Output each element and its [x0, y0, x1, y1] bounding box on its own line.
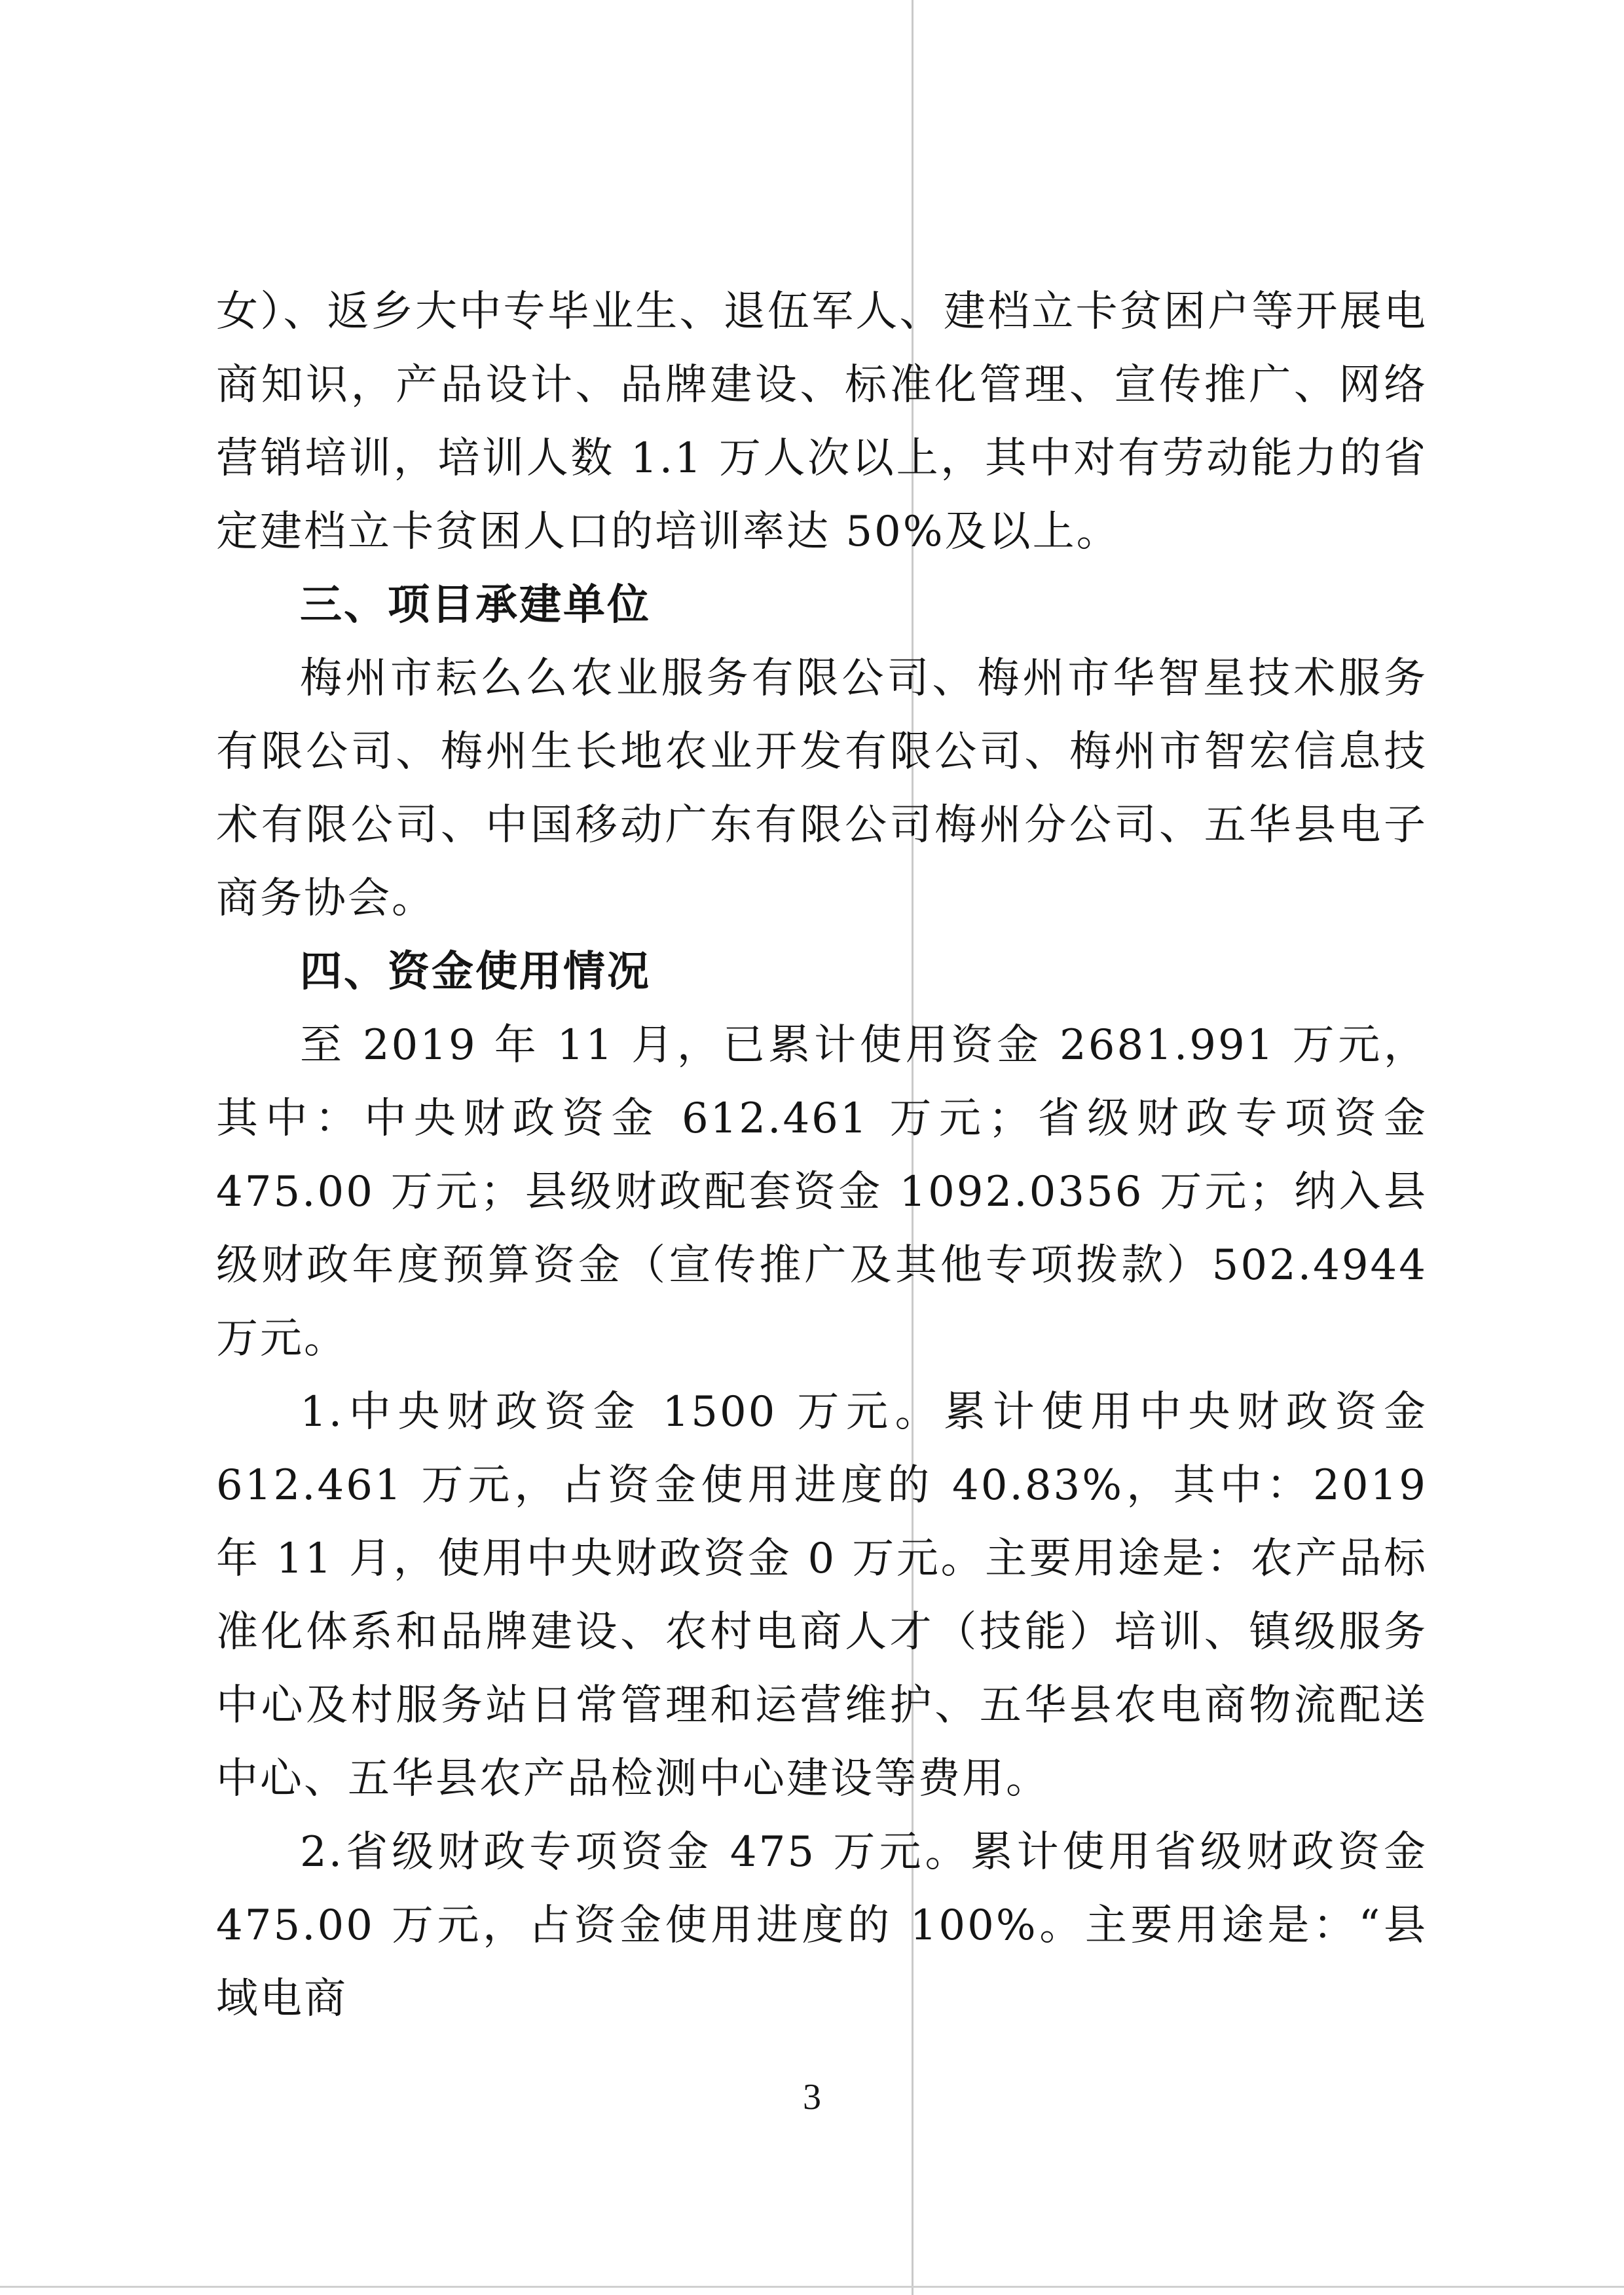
section-heading-contractors: 三、项目承建单位 — [300, 580, 651, 629]
section-heading-funds: 四、资金使用情况 — [300, 947, 651, 996]
paragraph-contractors: 梅州市耘么么农业服务有限公司、梅州市华智星技术服务有限公司、梅州生长地农业开发有限公司、梅州市智宏信息技术有限公司、中国移动广东有限公司梅州分公司、五华县电子商务协会。 — [216, 654, 1428, 923]
document-body — [216, 275, 1428, 2036]
page-number: 3 — [803, 2077, 821, 2118]
paragraph-provincial-funds: 2.省级财政专项资金 475 万元。累计使用省级财政资金 475.00 万元，占资金使用进度的 100%。主要用途是：“县域电商 — [216, 1828, 1428, 2023]
paragraph-funds-summary: 至 2019 年 11 月，已累计使用资金 2681.991 万元，其中：中央财政资金 612.461 万元；省级财政专项资金 475.00 万元；县级财政配套资金 1092.0356 万元；纳入县级财政年度预算资金（宣传推广及其他专项拨款）502.4944 万元。 — [216, 1021, 1428, 1363]
paragraph-central-funds: 1.中央财政资金 1500 万元。累计使用中央财政资金 612.461 万元，占资金使用进度的 40.83%，其中：2019 年 11 月，使用中央财政资金 0 万元。主要用途是：农产品标准化体系和品牌建设、农村电商人才（技能）培训、镇级服务中心及村服务站日常管理和运营维护、五华县农电商物流配送中心、五华县农产品检测中心建设等费用。 — [216, 1388, 1428, 1803]
scan-bottom-edge — [0, 2286, 1624, 2288]
paragraph-training: 女）、返乡大中专毕业生、退伍军人、建档立卡贫困户等开展电商知识，产品设计、品牌建设、标准化管理、宣传推广、网络营销培训，培训人数 1.1 万人次以上，其中对有劳动能力的省定建档立卡贫困人口的培训率达 50%及以上。 — [216, 288, 1428, 556]
